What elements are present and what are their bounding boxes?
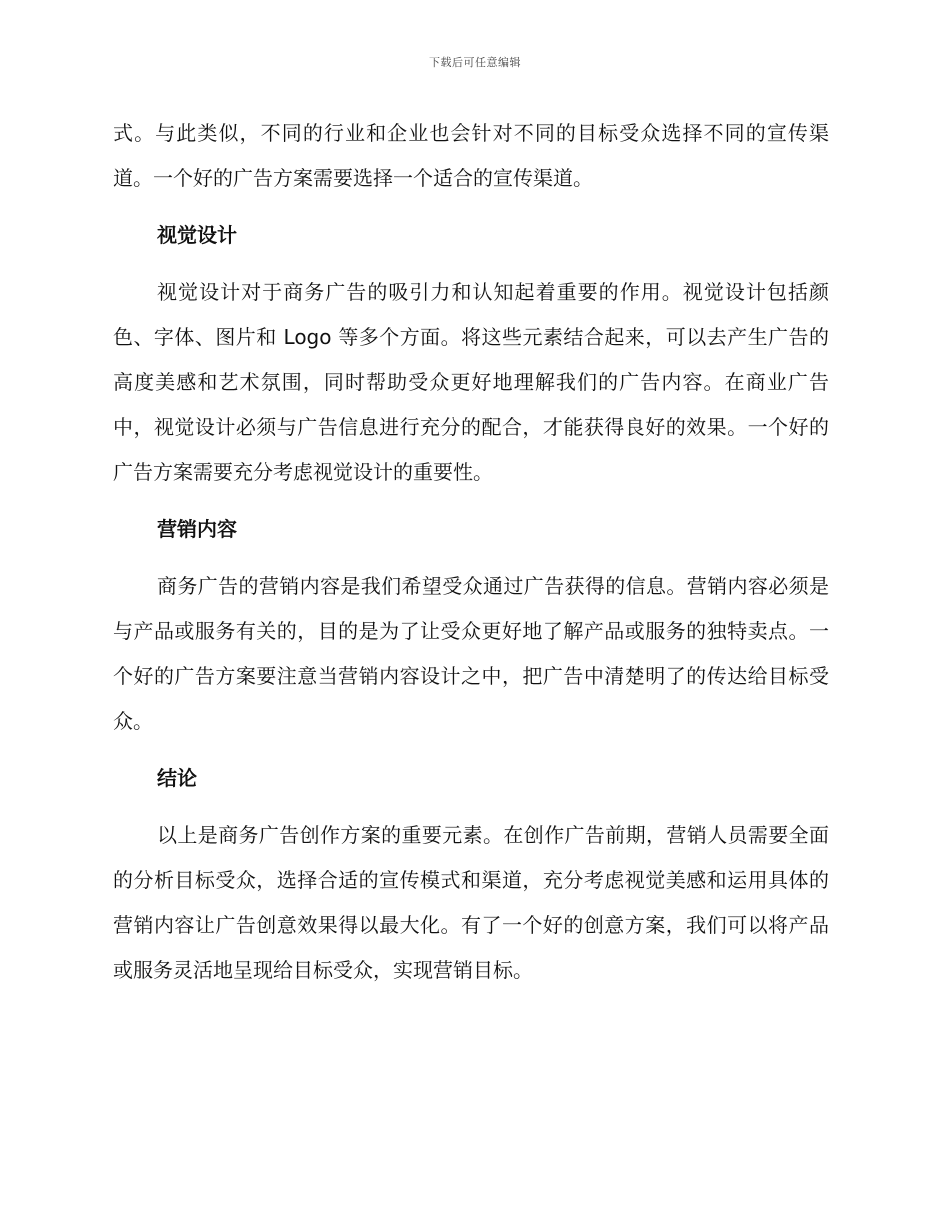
section-paragraph-marketing-content: 商务广告的营销内容是我们希望受众通过广告获得的信息。营销内容必须是与产品或服务有关的，目的是为了让受众更好地了解产品或服务的独特卖点。一个好的广告方案要注意当营销内容设计之中，把广告中清楚明了的传达给目标受众。 — [113, 574, 829, 733]
section-paragraph-visual-design: 视觉设计对于商务广告的吸引力和认知起着重要的作用。视觉设计包括颜色、字体、图片和 Logo 等多个方面。将这些元素结合起来，可以去产生广告的高度美感和艺术氛围，同时帮助受众更好地理解我们的广告内容。在商业广告中，视觉设计必须与广告信息进行充分的配合，才能获得良好的效果。一个好的广告方案需要充分考虑视觉设计的重要性。 — [113, 280, 829, 484]
intro-paragraph: 式。与此类似，不同的行业和企业也会针对不同的目标受众选择不同的宣传渠道。一个好的广告方案需要选择一个适合的宣传渠道。 — [113, 121, 829, 190]
document-body — [113, 111, 829, 993]
page-header-note: 下载后可任意编辑 — [429, 56, 521, 69]
section-heading-conclusion: 结论 — [157, 766, 197, 790]
section-heading-visual-design: 视觉设计 — [157, 223, 237, 247]
section-paragraph-conclusion: 以上是商务广告创作方案的重要元素。在创作广告前期，营销人员需要全面的分析目标受众，选择合适的宣传模式和渠道，充分考虑视觉美感和运用具体的营销内容让广告创意效果得以最大化。有了一个好的创意方案，我们可以将产品或服务灵活地呈现给目标受众，实现营销目标。 — [113, 823, 829, 982]
section-heading-marketing-content: 营销内容 — [157, 517, 237, 541]
